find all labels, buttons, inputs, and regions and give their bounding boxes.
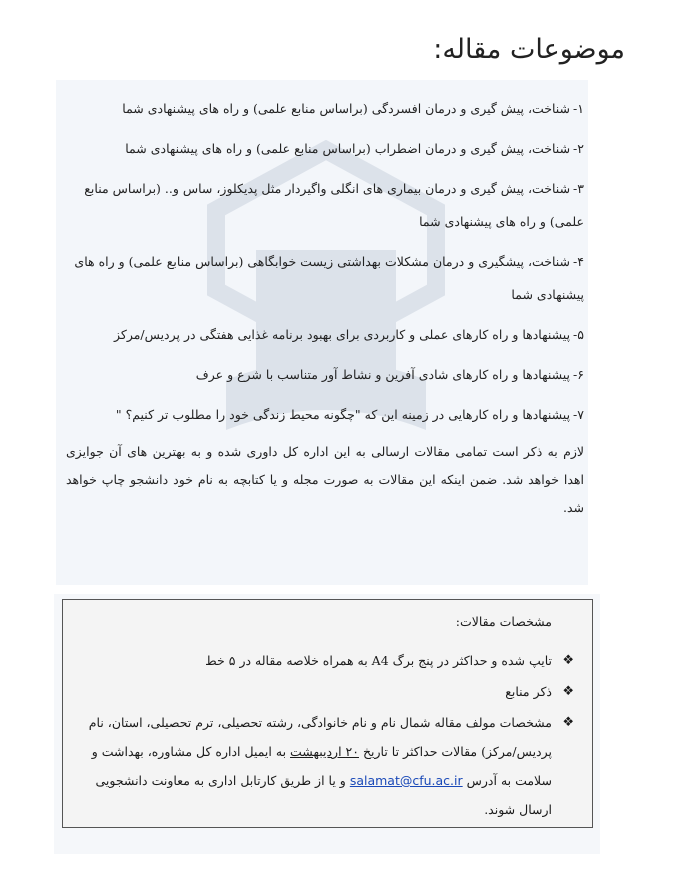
diamond-bullet-icon: ❖ (562, 653, 574, 668)
diamond-bullet-icon: ❖ (562, 684, 574, 699)
topic-item: ۲-شناخت، پیش گیری و درمان اضطراب (براساس منابع علمی) و راه های پیشنهادی شما (125, 141, 584, 156)
spec-item: ❖ مشخصات مولف مقاله شمال نام و نام خانوادگی، رشته تحصیلی، ترم تحصیلی، استان، نام پردیس/مرکز) مقالات حداکثر تا تاریخ ۲۰ اردیبهشت به ایمیل اداره کل مشاوره، بهداشت و سلامت به آدرس salamat@cfu.ac.ir و یا از طریق کارتابل اداری به معاونت دانشجویی ارسال شوند. (77, 708, 578, 824)
review-note: لازم به ذکر است تمامی مقالات ارسالی به این اداره کل داوری شده و به بهترین های آن جوایزی اهدا خواهد شد. ضمن اینکه این مقالات به صورت مجله و یا کتابچه به نام خود دانشجو چاپ خواهد شد. (66, 444, 584, 515)
spec-item: ❖ تایپ شده و حداکثر در پنج برگ A4 به همراه خلاصه مقاله در ۵ خط (77, 646, 578, 675)
diamond-bullet-icon: ❖ (562, 715, 574, 730)
topic-item: ۱-شناخت، پیش گیری و درمان افسردگی (براساس منابع علمی) و راه های پیشنهادی شما (122, 101, 584, 116)
spec-item: ❖ ذکر منابع (77, 677, 578, 706)
specs-box (62, 599, 593, 828)
deadline-date: ۲۰ اردیبهشت (290, 744, 359, 759)
page-title: موضوعات مقاله: (433, 34, 625, 65)
topic-item: ۴-شناخت، پیشگیری و درمان مشکلات بهداشتی زیست خوابگاهی (براساس منابع علمی) و راه های پیشنهادی شما (74, 254, 584, 302)
topic-item: ۳-شناخت، پیش گیری و درمان بیماری های انگلی واگیردار مثل پدیکلوز، ساس و.. (براساس منابع علمی) و راه های پیشنهادی شما (84, 181, 584, 229)
topic-item: ۶-پیشنهادها و راه کارهای شادی آفرین و نشاط آور متناسب با شرع و عرف (195, 367, 584, 382)
specs-title: مشخصات مقالات: (455, 614, 552, 629)
topic-item: ۷-پیشنهادها و راه کارهایی در زمینه این که "چگونه محیط زندگی خود را مطلوب تر کنیم؟ " (115, 407, 584, 422)
specs-list (77, 646, 578, 826)
email-link[interactable]: salamat@cfu.ac.ir (349, 773, 463, 788)
topic-item: ۵-پیشنهادها و راه کارهای عملی و کاربردی برای بهبود برنامه غذایی هفتگی در پردیس/مرکز (113, 327, 584, 342)
topics-list (66, 92, 584, 535)
